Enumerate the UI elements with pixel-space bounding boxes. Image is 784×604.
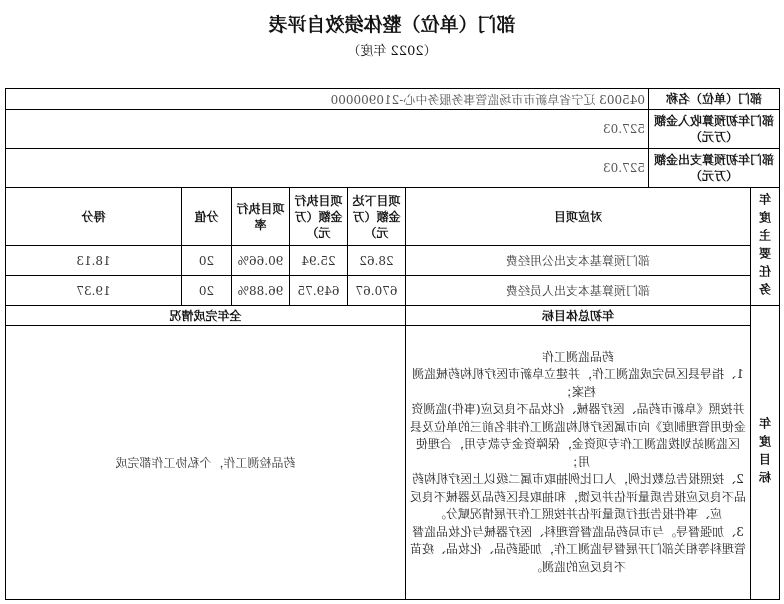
task-weight: 20: [181, 246, 231, 276]
goals-side-label: 年度目标: [751, 306, 780, 600]
task-exec-rate: 90.66%: [231, 246, 289, 276]
income-value: 527.03: [5, 110, 648, 149]
task-score: 18.13: [5, 246, 181, 276]
expense-label: 部门年初预算支出金额（万元）: [648, 149, 779, 188]
plan-line: 并按照《阜新市药品、医疗器械、化妆品不良反应(事件)监测资金使用管理制度》向市属医疗机构监测工作排名前三的单位及县区监测站划拨监测工作专项资金，保障资金专款专用，合理使用；: [409, 402, 746, 469]
plan-header: 年初总体目标: [405, 306, 750, 326]
task-project: 部门预算基本支出公用经费: [405, 246, 750, 276]
task-executed: 649.75: [289, 276, 347, 306]
task-executed: 25.94: [289, 246, 347, 276]
expense-value: 527.03: [5, 149, 648, 188]
page-title: 部门（单位）整体绩效自评表: [268, 14, 516, 36]
unit-value: 045003 辽宁省阜新市市场监管事务服务中心-210900000: [5, 89, 648, 110]
plan-text: [405, 326, 750, 600]
goals-header-row: [5, 306, 779, 326]
task-header-row: [5, 188, 779, 246]
task-weight: 20: [181, 276, 231, 306]
unit-row: [5, 89, 779, 110]
col-score: 得分: [5, 188, 181, 246]
unit-label: 部门（单位）名称: [648, 89, 779, 110]
plan-line: 2、按照报告总数比例，人口比例抽取市属二级以上医疗机构药品不良反应报告质量评估并反馈，和抽取县区药品及器械不良反应、事件报告进行质量评估并按照工作开展情况赋分。: [409, 472, 746, 522]
income-row: [5, 110, 779, 149]
expense-row: [5, 149, 779, 188]
plan-line: 3、加强督导。与市局药品监督管理科、医疗器械与化妆品监督管理科等相关部门开展督导监测工作，加强药品、化妆品、疫苗不良反应的监测。: [409, 524, 746, 574]
table-row: [5, 246, 779, 276]
task-allocated: 28.62: [347, 246, 405, 276]
task-score: 19.37: [5, 276, 181, 306]
task-exec-rate: 96.88%: [231, 276, 289, 306]
task-project: 部门预算基本支出人员经费: [405, 276, 750, 306]
plan-line: 药品监测工作: [541, 349, 614, 364]
col-exec-rate: 项目执行率: [231, 188, 289, 246]
col-project: 对应项目: [405, 188, 750, 246]
col-weight: 分值: [181, 188, 231, 246]
col-allocated: 项目下达金额（万元）: [347, 188, 405, 246]
income-label: 部门年初预算收入金额（万元）: [648, 110, 779, 149]
done-text: 药品检测工作，个私协工作都完成: [5, 326, 405, 600]
plan-line: 1、指导县区局完成监测工作，并建立阜新市医疗机构药械监测档案；: [412, 367, 744, 399]
table-row: [5, 276, 779, 306]
done-header: 全年完成情况: [5, 306, 405, 326]
task-allocated: 670.67: [347, 276, 405, 306]
page-subtitle-year: （2022 年度）: [347, 44, 437, 59]
performance-table: [5, 88, 780, 600]
goals-body-row: [5, 326, 779, 600]
tasks-side-label: 年度主要任务: [751, 188, 780, 306]
col-executed: 项目执行金额（万元）: [289, 188, 347, 246]
